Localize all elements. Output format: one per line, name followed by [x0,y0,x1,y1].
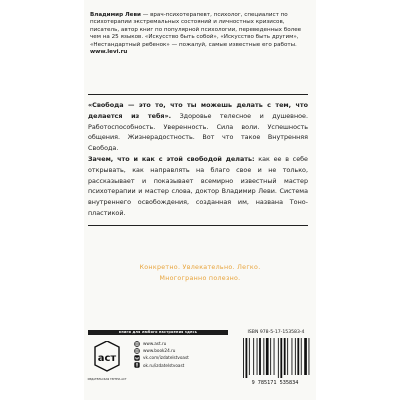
barcode-bar [304,338,307,375]
barcode-bar [249,338,250,375]
barcode-bar [297,338,299,375]
barcode-bar [295,338,296,375]
barcode-bar [280,338,282,378]
blurb-paragraph-1 [88,100,308,154]
barcode-bar [278,338,279,378]
author-site-link[interactable]: www.levi.ru [90,49,128,56]
barcode-bar [257,338,258,375]
publisher-strip: книги для любого настроения здесь [88,330,228,335]
barcode-bar [292,338,293,375]
barcode-bar [301,338,302,375]
barcode-bar [309,338,310,375]
link-vk-text: vk.com/izdatelstvoast [143,355,189,361]
barcode-bar [259,338,261,375]
barcode-bar [270,338,271,375]
barcode-bars [243,338,311,378]
barcode-bar [287,338,288,375]
globe-icon [134,341,140,347]
vk-icon [134,355,140,361]
tagline-line-2: Многогранно полезно. [159,275,241,282]
isbn-label: ISBN 978-5-17-153583-4 [247,330,305,335]
link-ast-text: www.ast.ru [143,341,167,346]
isbn-barcode [239,338,311,386]
ast-logo-caption: ИЗДАТЕЛЬСКАЯ ГРУППА АСТ [87,378,127,381]
blurb-quote: «Свобода — это то, что ты можешь делать с тем, что делается из тебя». [88,101,308,120]
blurb-paragraph-2 [88,154,308,219]
link-ok-text: ok.ru/izdatelstvoast [143,362,185,368]
ast-logo [92,341,122,375]
barcode-bar [284,338,286,375]
link-ast[interactable] [134,340,234,347]
blurb-text-2: как ее в себе открывать, как направлять на благо свое и не только, рассказывает и показывает всемирно известный мастер психотерапии и мастер слова, доктор Владимир Леви. Система внутреннего освобождения, созданная им, названа Тоно-пластикой. [88,154,308,217]
barcode-bar [263,338,264,375]
author-bio [90,12,302,56]
globe-icon [134,348,140,354]
link-ok[interactable] [134,362,234,369]
book-back-cover [84,0,316,400]
author-name: Владимир Леви [90,12,141,18]
barcode-bar [243,338,244,378]
barcode-bar [274,338,275,375]
link-book24-text: www.book24.ru [143,348,176,354]
link-vk[interactable] [134,354,234,361]
tagline [84,262,316,284]
author-bio-text: — врач-психотерапевт, психолог, специалист по психотерапии экстремальных состояний и личностных кризисов, писатель, автор книг по популярной психологии, переведенных более чем на 25 языков. «Искусство быть собой», «Искусство быть другим», «Нестандартный ребенок» — пожалуй, самые известные его работы. [90,12,302,48]
barcode-digits: 9 785171 535834 [251,380,299,386]
tagline-line-1: Конкретно. Увлекательно. Легко. [139,264,261,271]
blurb-lead: Зачем, что и как с этой свободой делать: [88,154,255,163]
blurb-block [88,94,308,226]
ok-icon [134,362,140,368]
publisher-links [134,340,234,369]
link-book24[interactable] [134,347,234,354]
blurb-text-1: Здоровье телесное и душевное. Работоспособность. Уверенность. Сила воли. Успешность общения. Жизнерадостность. Вот что такое Внутренняя Свобода. [88,111,308,153]
ast-logo-text: аст [97,353,117,364]
barcode-bar [266,338,269,375]
barcode-bar [253,338,254,375]
barcode-bar [246,338,248,378]
